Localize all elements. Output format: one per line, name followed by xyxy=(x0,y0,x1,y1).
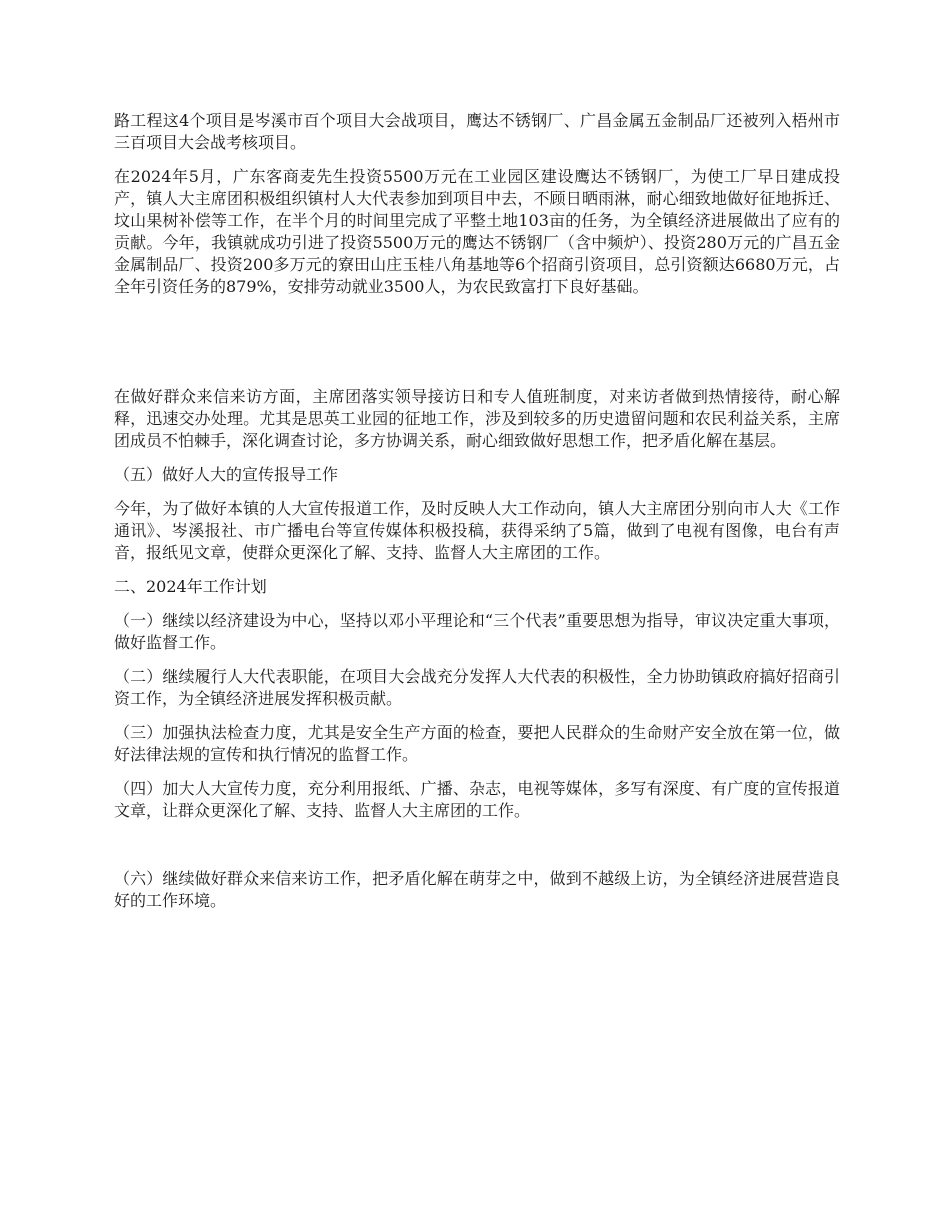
heading-work-plan: 二、2024年工作计划 xyxy=(114,577,267,596)
plan-item-2: （二）继续履行人大代表职能，在项目大会战充分发挥人大代表的积极性，全力协助镇政府搞好招商引资工作，为全镇经济进展发挥积极贡献。 xyxy=(114,667,840,708)
section-gap xyxy=(114,310,840,386)
paragraph-publicity: 今年，为了做好本镇的人大宣传报道工作，及时反映人大工作动向，镇人大主席团分别向市人大《工作通讯》、岑溪报社、市广播电台等宣传媒体积极投稿，获得采纳了5篇，做到了电视有图像，电台有声音，报纸见文章，使群众更深化了解、支持、监督人大主席团的工作。 xyxy=(114,499,840,562)
heading-publicity: （五）做好人大的宣传报导工作 xyxy=(114,465,339,484)
paragraph-investment: 在2024年5月，广东客商麦先生投资5500万元在工业园区建设鹰达不锈钢厂，为使工厂早日建成投产，镇人大主席团积极组织镇村人大代表参加到项目中去，不顾日晒雨淋，耐心细致地做好征地拆迁、坟山果树补偿等工作，在半个月的时间里完成了平整土地103亩的任务，为全镇经济进展做出了应有的贡献。今年，我镇就成功引进了投资5500万元的鹰达不锈钢厂（含中频炉）、投资280万元的广昌五金金属制品厂、投资200多万元的寮田山庄玉桂八角基地等6个招商引资项目，总引资额达6680万元，占全年引资任务的879%，安排劳动就业3500人，为农民致富打下良好基础。 xyxy=(114,167,840,296)
paragraph-project-list: 路工程这4个项目是岑溪市百个项目大会战项目，鹰达不锈钢厂、广昌金属五金制品厂还被列入梧州市三百项目大会战考核项目。 xyxy=(114,111,840,152)
plan-item-4: （四）加大人大宣传力度，充分利用报纸、广播、杂志，电视等媒体，多写有深度、有广度的宣传报道文章，让群众更深化了解、支持、监督人大主席团的工作。 xyxy=(114,779,840,820)
paragraph-petitions: 在做好群众来信来访方面，主席团落实领导接访日和专人值班制度，对来访者做到热情接待，耐心解释，迅速交办处理。尤其是思英工业园的征地工作，涉及到较多的历史遗留问题和农民利益关系，主席团成员不怕棘手，深化调查讨论，多方协调关系，耐心细致做好思想工作，把矛盾化解在基层。 xyxy=(114,387,840,450)
plan-item-1: （一）继续以经济建设为中心，坚持以邓小平理论和“三个代表”重要思想为指导，审议决定重大事项，做好监督工作。 xyxy=(114,611,840,652)
section-gap xyxy=(114,834,840,868)
plan-item-6: （六）继续做好群众来信来访工作，把矛盾化解在萌芽之中，做到不越级上访，为全镇经济进展营造良好的工作环境。 xyxy=(114,869,840,910)
document-body xyxy=(114,110,840,924)
plan-item-3: （三）加强执法检查力度，尤其是安全生产方面的检查，要把人民群众的生命财产安全放在第一位，做好法律法规的宣传和执行情况的监督工作。 xyxy=(114,723,840,764)
